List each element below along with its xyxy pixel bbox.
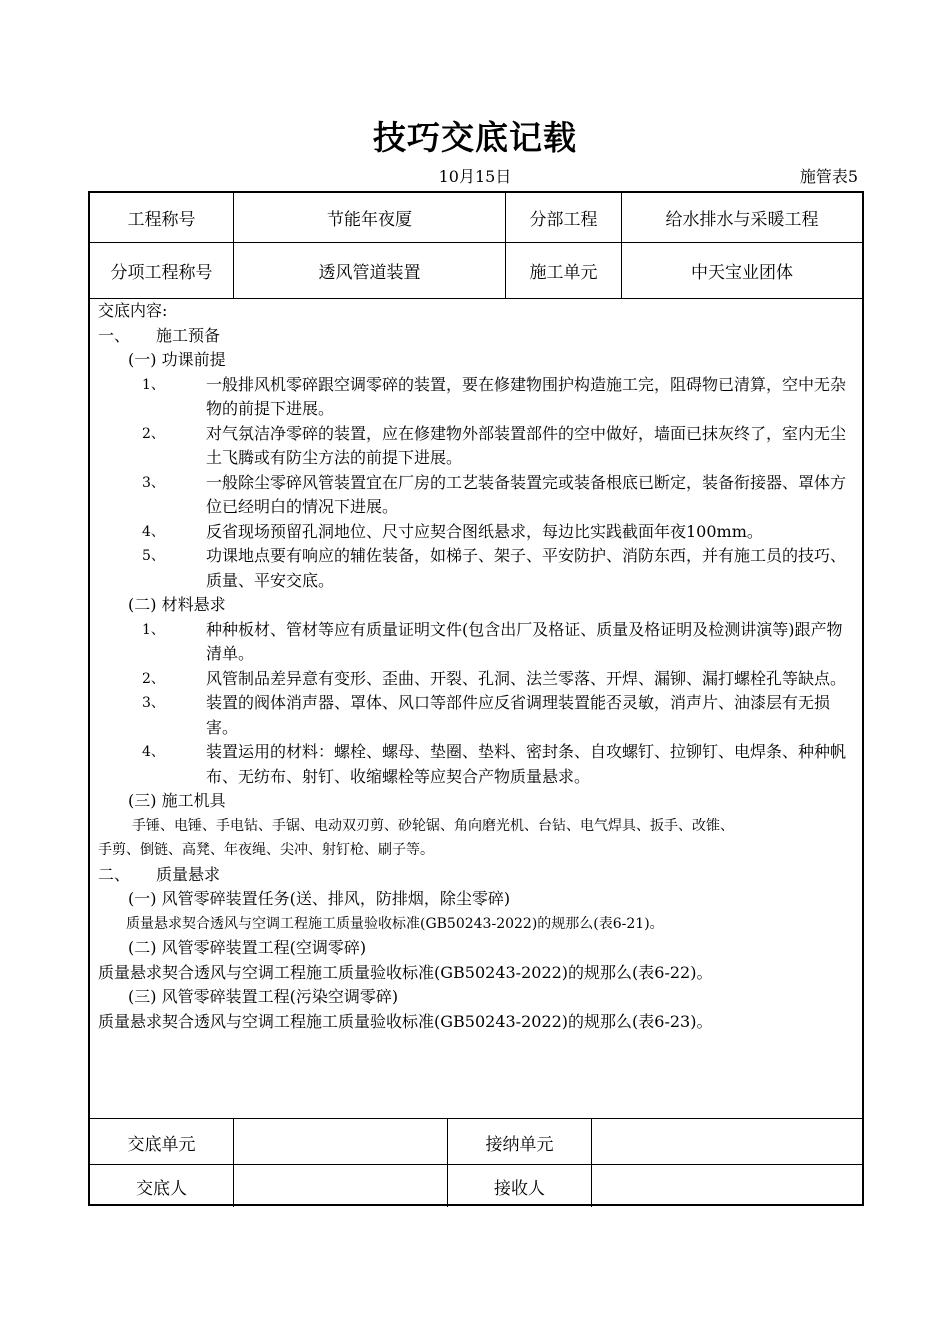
label-receiver: 接收人 xyxy=(448,1165,592,1207)
quality-text: 质量悬求契合透风与空调工程施工质量验收标准(GB50243-2022)的规那么(表6-23)。 xyxy=(98,1011,713,1031)
subsection-number: (一) xyxy=(128,350,157,369)
header-row-subitem xyxy=(90,242,862,299)
section-number: 一、 xyxy=(98,325,131,345)
document-title: 技巧交底记载 xyxy=(373,118,577,157)
item-text: 种种板材、管材等应有质量证明文件(包含出厂及格证、质量及格证明及检测讲演等)跟产物清单。 xyxy=(206,619,843,663)
document-date: 10月15日 xyxy=(438,167,512,186)
item-text: 装置的阀体消声器、罩体、风口等部件应反省调理装置能否灵敏，消声片、油漆层有无损害。 xyxy=(206,693,831,737)
record-table xyxy=(88,191,864,1206)
footer-row-person xyxy=(90,1164,862,1207)
subsection-number: (三) xyxy=(128,987,157,1006)
subsection-2-2 xyxy=(98,936,854,961)
footer-row-unit xyxy=(90,1118,862,1165)
subsection-1-3 xyxy=(98,789,854,814)
item-number: 5、 xyxy=(142,548,165,564)
item-number: 2、 xyxy=(142,670,165,687)
item-number: 4、 xyxy=(142,523,165,540)
section-title: 质量悬求 xyxy=(156,864,221,884)
value-construction-unit: 中天宝业团体 xyxy=(691,262,793,283)
list-item xyxy=(98,471,854,520)
list-item xyxy=(98,740,854,789)
item-number: 3、 xyxy=(142,474,165,491)
section-1 xyxy=(98,324,854,349)
item-text: 风管制品差异意有变形、歪曲、开裂、孔洞、法兰零落、开焊、漏铆、漏打螺栓孔等缺点。 xyxy=(206,668,847,688)
subsection-title: 风管零碎装置任务(送、排风，防排烟，除尘零碎) xyxy=(161,889,511,908)
value-receiving-unit[interactable] xyxy=(592,1119,862,1165)
item-text: 装置运用的材料：螺栓、螺母、垫圈、垫料、密封条、自攻螺钉、拉铆钉、电焊条、种种帆布、无纺布、射钉、收缩螺栓等应契合产物质量悬求。 xyxy=(206,742,847,786)
label-division: 分部工程 xyxy=(506,193,622,242)
item-number: 1、 xyxy=(142,621,165,638)
label-construction-unit: 施工单元 xyxy=(506,242,622,298)
item-text: 对气氛洁净零碎的装置，应在修建物外部装置部件的空中做好，墙面已抹灰终了，室内无尘土飞腾或有防尘方法的前提下进展。 xyxy=(206,423,847,467)
item-text: 功课地点要有响应的辅佐装备，如梯子、架子、平安防护、消防东西，并有施工员的技巧、质量、平安交底。 xyxy=(206,546,847,590)
item-text: 一般除尘零碎风管装置宜在厂房的工艺装备装置完或装备根底已断定，装备衔接器、罩体方位已经明白的情况下进展。 xyxy=(206,472,847,516)
label-project-name: 工程称号 xyxy=(90,193,234,242)
item-number: 4、 xyxy=(142,744,165,760)
list-item xyxy=(98,667,854,692)
form-number: 施管表5 xyxy=(799,167,858,186)
subsection-number: (二) xyxy=(128,938,157,957)
list-item xyxy=(98,373,854,422)
label-receiving-unit: 接纳单元 xyxy=(448,1119,592,1165)
item-number: 1、 xyxy=(142,376,165,393)
section-title: 施工预备 xyxy=(156,325,221,345)
list-item xyxy=(98,691,854,740)
list-item xyxy=(98,422,854,471)
list-item xyxy=(98,520,854,545)
value-project-name: 节能年夜厦 xyxy=(234,193,506,242)
item-text: 反省现场预留孔洞地位、尺寸应契合图纸悬求，每边比实践截面年夜100mm。 xyxy=(206,521,763,541)
list-item xyxy=(98,618,854,667)
subsection-title: 施工机具 xyxy=(161,791,226,810)
item-number: 2、 xyxy=(142,425,165,442)
item-text: 一般排风机零碎跟空调零碎的装置，要在修建物围护构造施工完，阻碍物已清算，空中无杂物的前提下进展。 xyxy=(206,374,847,418)
section-number: 二、 xyxy=(98,864,131,884)
subsection-title: 材料悬求 xyxy=(161,595,226,614)
label-subitem-name: 分项工程称号 xyxy=(90,242,234,298)
label-briefing-person: 交底人 xyxy=(90,1165,234,1207)
subsection-1-2 xyxy=(98,593,854,618)
briefing-content xyxy=(98,299,854,1034)
subsection-2-1 xyxy=(98,887,854,912)
subsection-number: (二) xyxy=(128,595,157,614)
subsection-1-1 xyxy=(98,348,854,373)
item-number: 3、 xyxy=(142,695,165,711)
section-2 xyxy=(98,863,854,888)
subsection-number: (三) xyxy=(128,791,157,810)
value-briefing-unit[interactable] xyxy=(234,1119,448,1165)
content-heading: 交底内容: xyxy=(98,301,168,320)
quality-text: 质量悬求契合透风与空调工程施工质量验收标准(GB50243-2022)的规那么(表6-22)。 xyxy=(98,962,713,982)
subsection-2-3 xyxy=(98,985,854,1010)
value-division: 给水排水与采暖工程 xyxy=(665,210,819,230)
subsection-title: 功课前提 xyxy=(161,350,226,369)
tools-line: 手剪、倒链、高凳、年夜绳、尖冲、射钉枪、刷子等。 xyxy=(98,842,434,858)
value-receiver[interactable] xyxy=(592,1165,862,1207)
value-subitem-name: 透风管道装置 xyxy=(234,242,506,298)
tools-line: 手锤、电锤、手电钻、手锯、电动双刃剪、砂轮锯、角向磨光机、台钻、电气焊具、扳手、改锥、 xyxy=(132,817,734,834)
subsection-title: 风管零碎装置工程(空调零碎) xyxy=(161,938,367,957)
label-briefing-unit: 交底单元 xyxy=(90,1119,234,1165)
subsection-number: (一) xyxy=(128,889,157,908)
value-briefing-person[interactable] xyxy=(234,1165,448,1207)
header-row-project xyxy=(90,193,862,243)
list-item xyxy=(98,544,854,593)
quality-text: 质量悬求契合透风与空调工程施工质量验收标准(GB50243-2022)的规那么(表6-21)。 xyxy=(126,915,664,932)
subsection-title: 风管零碎装置工程(污染空调零碎) xyxy=(161,987,399,1006)
